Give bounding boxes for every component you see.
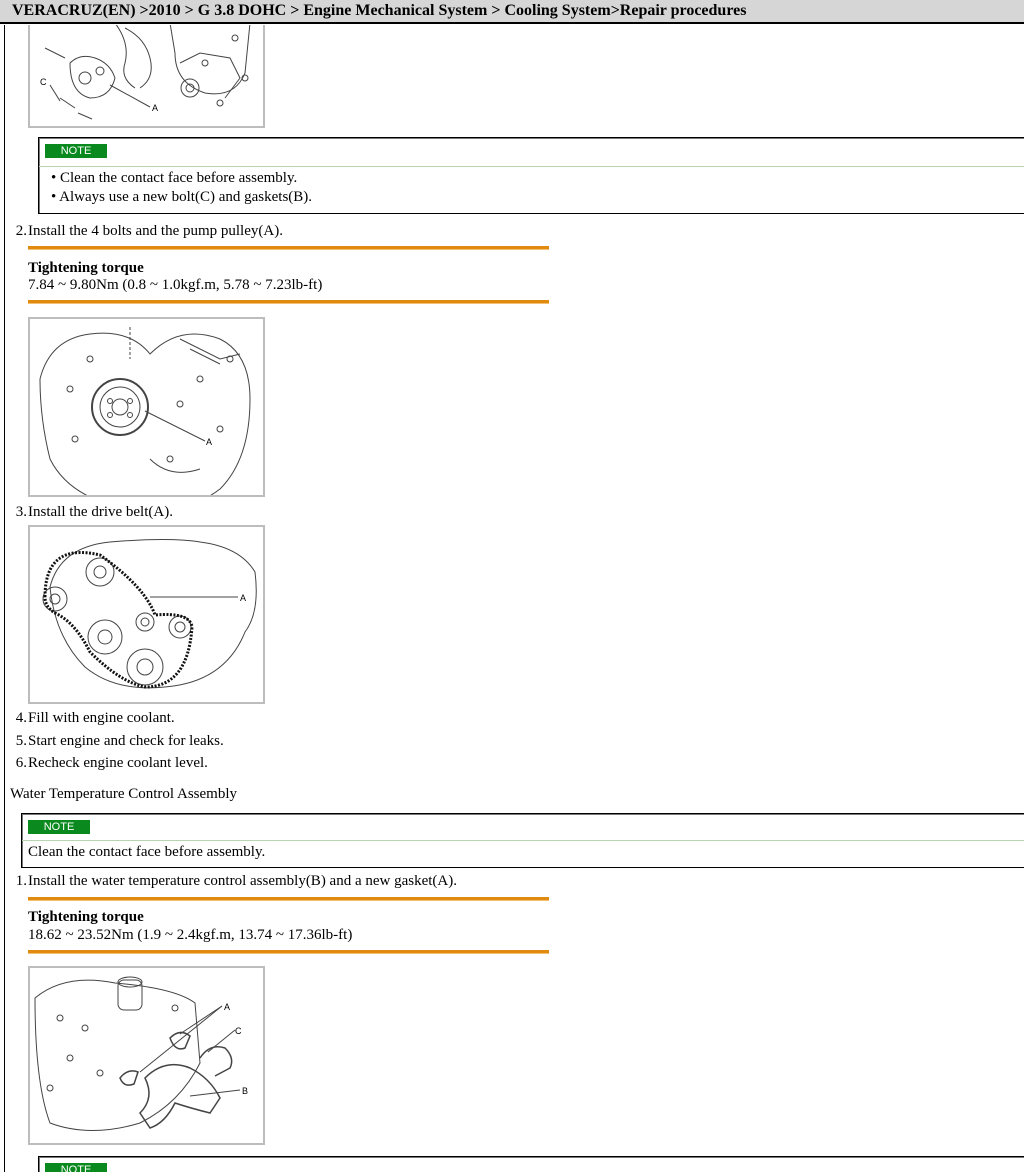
step-text: Recheck engine coolant level. (28, 755, 208, 771)
note-box-3 (38, 1156, 1024, 1172)
torque-rule-top (28, 897, 549, 901)
note-separator (22, 840, 1024, 841)
step-text: Install the 4 bolts and the pump pulley(A). (28, 223, 283, 239)
fig3-label-a: A (240, 593, 247, 603)
note-badge: NOTE (45, 1163, 107, 1172)
breadcrumb: VERACRUZ(EN) >2010 > G 3.8 DOHC > Engine Mechanical System > Cooling System>Repair procedures (12, 2, 747, 19)
note-badge: NOTE (45, 144, 107, 158)
torque-rule-top (28, 246, 549, 250)
note-line-1: • Clean the contact face before assembly. (51, 170, 298, 186)
step-text: Install the drive belt(A). (28, 504, 173, 520)
step-text: Install the water temperature control assembly(B) and a new gasket(A). (28, 873, 458, 889)
water-pump-figure (28, 25, 265, 128)
note-badge: NOTE (28, 820, 90, 834)
fig1-label-a: A (152, 103, 159, 113)
title-bar (0, 0, 1024, 24)
document-body (4, 25, 1024, 1172)
step-number: 1. (15, 873, 27, 889)
step-number: 2. (15, 223, 27, 239)
step-number: 5. (15, 733, 27, 749)
fig1-label-c: C (40, 77, 47, 87)
torque-rule-bottom (28, 300, 549, 304)
note-box-2 (21, 813, 1024, 868)
step-number: 6. (15, 755, 27, 771)
fig2-label-a: A (206, 437, 213, 447)
step-text: Start engine and check for leaks. (28, 733, 224, 749)
note-box-1 (38, 137, 1024, 214)
torque-rule-bottom (28, 950, 549, 954)
note-line-2: • Always use a new bolt(C) and gaskets(B). (51, 189, 313, 205)
step-number: 3. (15, 504, 27, 520)
torque-heading: Tightening torque (28, 909, 144, 925)
fig4-label-c: C (235, 1026, 242, 1036)
note-separator (39, 166, 1024, 167)
water-temp-control-figure (28, 966, 265, 1145)
drive-belt-figure (28, 525, 265, 704)
torque-value: 18.62 ~ 23.52Nm (1.9 ~ 2.4kgf.m, 13.74 ~ 17.36lb-ft) (28, 927, 353, 943)
torque-value: 7.84 ~ 9.80Nm (0.8 ~ 1.0kgf.m, 5.78 ~ 7.23lb-ft) (28, 277, 323, 293)
section-title: Water Temperature Control Assembly (10, 786, 237, 802)
pump-pulley-figure (28, 317, 265, 497)
torque-heading: Tightening torque (28, 260, 144, 276)
step-number: 4. (15, 710, 27, 726)
step-text: Fill with engine coolant. (28, 710, 175, 726)
note-text: Clean the contact face before assembly. (28, 844, 266, 860)
fig4-label-b: B (242, 1086, 249, 1096)
fig4-label-a: A (224, 1002, 231, 1012)
